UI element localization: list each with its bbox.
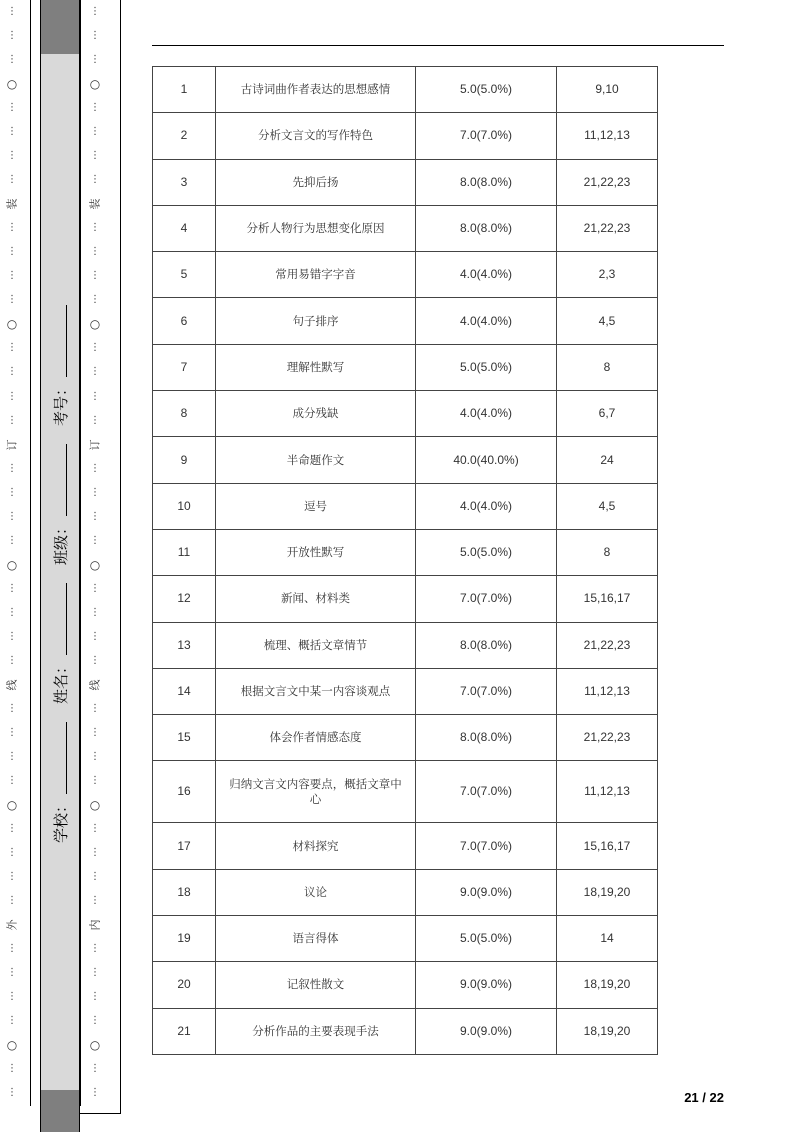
inner-binding-line-left bbox=[80, 0, 81, 1106]
row-number: 16 bbox=[153, 761, 216, 823]
table-row bbox=[153, 622, 658, 668]
score-ratio: 5.0(5.0%) bbox=[416, 916, 557, 962]
dot-mark: ⋮ bbox=[90, 30, 100, 42]
knowledge-point: 材料探究 bbox=[216, 823, 416, 869]
id-label: 考号： bbox=[51, 380, 70, 426]
dot-mark: ⋮ bbox=[90, 943, 100, 955]
school-label: 学校： bbox=[51, 798, 70, 844]
binding-char: 装 bbox=[88, 198, 101, 210]
dot-mark: ⋮ bbox=[7, 943, 17, 955]
dot-mark: ⋮ bbox=[90, 222, 100, 234]
item-numbers: 21,22,23 bbox=[557, 159, 658, 205]
circle-mark: ○ bbox=[6, 798, 18, 813]
table-row bbox=[153, 113, 658, 159]
dot-mark: ⋮ bbox=[7, 775, 17, 787]
row-number: 11 bbox=[153, 529, 216, 575]
knowledge-point: 先抑后扬 bbox=[216, 159, 416, 205]
dot-mark: ⋮ bbox=[90, 54, 100, 66]
row-number: 21 bbox=[153, 1008, 216, 1054]
dot-mark: ⋮ bbox=[90, 486, 100, 498]
dot-mark: ⋮ bbox=[7, 702, 17, 714]
row-number: 19 bbox=[153, 916, 216, 962]
row-number: 10 bbox=[153, 483, 216, 529]
knowledge-point: 成分残缺 bbox=[216, 391, 416, 437]
page-number bbox=[684, 1090, 724, 1105]
dot-mark: ⋮ bbox=[90, 582, 100, 594]
item-numbers: 4,5 bbox=[557, 298, 658, 344]
table-row bbox=[153, 344, 658, 390]
page-separator: / bbox=[702, 1090, 706, 1105]
dot-mark: ⋮ bbox=[90, 390, 100, 402]
knowledge-point: 开放性默写 bbox=[216, 529, 416, 575]
circle-mark: ○ bbox=[89, 77, 101, 92]
row-number: 6 bbox=[153, 298, 216, 344]
table-row bbox=[153, 668, 658, 714]
table-row bbox=[153, 159, 658, 205]
knowledge-point: 新闻、材料类 bbox=[216, 576, 416, 622]
score-ratio: 7.0(7.0%) bbox=[416, 823, 557, 869]
item-numbers: 21,22,23 bbox=[557, 205, 658, 251]
dot-mark: ⋮ bbox=[7, 390, 17, 402]
dot-mark: ⋮ bbox=[90, 246, 100, 258]
score-ratio: 8.0(8.0%) bbox=[416, 205, 557, 251]
knowledge-point: 理解性默写 bbox=[216, 344, 416, 390]
item-numbers: 11,12,13 bbox=[557, 668, 658, 714]
table-row bbox=[153, 869, 658, 915]
circle-mark: ○ bbox=[6, 557, 18, 572]
row-number: 15 bbox=[153, 715, 216, 761]
dot-mark: ⋮ bbox=[90, 606, 100, 618]
row-number: 7 bbox=[153, 344, 216, 390]
item-numbers: 15,16,17 bbox=[557, 823, 658, 869]
knowledge-point: 记叙性散文 bbox=[216, 962, 416, 1008]
score-ratio: 4.0(4.0%) bbox=[416, 298, 557, 344]
row-number: 18 bbox=[153, 869, 216, 915]
table-row bbox=[153, 823, 658, 869]
class-field[interactable] bbox=[54, 444, 67, 516]
score-ratio: 9.0(9.0%) bbox=[416, 869, 557, 915]
page-total: 22 bbox=[709, 1090, 724, 1105]
dot-mark: ⋮ bbox=[7, 102, 17, 114]
score-ratio: 5.0(5.0%) bbox=[416, 529, 557, 575]
knowledge-point: 梳理、概括文章情节 bbox=[216, 622, 416, 668]
circle-mark: ○ bbox=[89, 798, 101, 813]
header-rule bbox=[152, 45, 724, 46]
inner-binding-marks bbox=[88, 0, 102, 1106]
table-row bbox=[153, 205, 658, 251]
table-row bbox=[153, 483, 658, 529]
item-numbers: 9,10 bbox=[557, 67, 658, 113]
score-ratio: 4.0(4.0%) bbox=[416, 252, 557, 298]
table-row bbox=[153, 916, 658, 962]
dot-mark: ⋮ bbox=[7, 630, 17, 642]
dot-mark: ⋮ bbox=[7, 991, 17, 1003]
binding-char: 外 bbox=[5, 919, 18, 931]
dot-mark: ⋮ bbox=[7, 895, 17, 907]
item-numbers: 8 bbox=[557, 344, 658, 390]
dot-mark: ⋮ bbox=[90, 895, 100, 907]
student-info-fields bbox=[40, 54, 80, 1090]
dot-mark: ⋮ bbox=[7, 1063, 17, 1075]
circle-mark: ○ bbox=[6, 317, 18, 332]
knowledge-point: 根据文言文中某一内容谈观点 bbox=[216, 668, 416, 714]
dot-mark: ⋮ bbox=[90, 294, 100, 306]
item-numbers: 11,12,13 bbox=[557, 761, 658, 823]
dot-mark: ⋮ bbox=[7, 30, 17, 42]
dot-mark: ⋮ bbox=[7, 6, 17, 18]
item-numbers: 4,5 bbox=[557, 483, 658, 529]
knowledge-point: 半命题作文 bbox=[216, 437, 416, 483]
dot-mark: ⋮ bbox=[90, 1015, 100, 1027]
binding-char: 订 bbox=[5, 439, 18, 451]
dot-mark: ⋮ bbox=[90, 967, 100, 979]
dot-mark: ⋮ bbox=[90, 174, 100, 186]
dot-mark: ⋮ bbox=[7, 654, 17, 666]
name-field[interactable] bbox=[54, 583, 67, 655]
item-numbers: 15,16,17 bbox=[557, 576, 658, 622]
circle-mark: ○ bbox=[6, 1038, 18, 1053]
knowledge-point: 语言得体 bbox=[216, 916, 416, 962]
table-row bbox=[153, 715, 658, 761]
score-ratio: 8.0(8.0%) bbox=[416, 622, 557, 668]
score-ratio: 8.0(8.0%) bbox=[416, 159, 557, 205]
table-row bbox=[153, 252, 658, 298]
school-field[interactable] bbox=[54, 722, 67, 794]
band-bottom-cap bbox=[41, 1090, 79, 1132]
dot-mark: ⋮ bbox=[7, 270, 17, 282]
knowledge-point: 体会作者情感态度 bbox=[216, 715, 416, 761]
table-row bbox=[153, 1008, 658, 1054]
outer-binding-marks bbox=[5, 0, 19, 1106]
dot-mark: ⋮ bbox=[90, 702, 100, 714]
knowledge-point: 常用易错字字音 bbox=[216, 252, 416, 298]
dot-mark: ⋮ bbox=[7, 871, 17, 883]
row-number: 14 bbox=[153, 668, 216, 714]
item-numbers: 18,19,20 bbox=[557, 869, 658, 915]
dot-mark: ⋮ bbox=[7, 510, 17, 522]
dot-mark: ⋮ bbox=[90, 654, 100, 666]
binding-char: 内 bbox=[88, 919, 101, 931]
dot-mark: ⋮ bbox=[7, 54, 17, 66]
dot-mark: ⋮ bbox=[90, 150, 100, 162]
class-label: 班级： bbox=[51, 519, 70, 565]
dot-mark: ⋮ bbox=[7, 462, 17, 474]
knowledge-point: 逗号 bbox=[216, 483, 416, 529]
circle-mark: ○ bbox=[89, 317, 101, 332]
dot-mark: ⋮ bbox=[7, 126, 17, 138]
score-ratio: 7.0(7.0%) bbox=[416, 113, 557, 159]
binding-char: 线 bbox=[5, 679, 18, 691]
score-ratio: 5.0(5.0%) bbox=[416, 344, 557, 390]
table-row bbox=[153, 962, 658, 1008]
row-number: 2 bbox=[153, 113, 216, 159]
dot-mark: ⋮ bbox=[7, 174, 17, 186]
knowledge-point: 议论 bbox=[216, 869, 416, 915]
item-numbers: 24 bbox=[557, 437, 658, 483]
table-row bbox=[153, 391, 658, 437]
dot-mark: ⋮ bbox=[90, 342, 100, 354]
dot-mark: ⋮ bbox=[90, 726, 100, 738]
dot-mark: ⋮ bbox=[7, 222, 17, 234]
item-numbers: 21,22,23 bbox=[557, 715, 658, 761]
item-numbers: 18,19,20 bbox=[557, 1008, 658, 1054]
dot-mark: ⋮ bbox=[90, 871, 100, 883]
dot-mark: ⋮ bbox=[90, 102, 100, 114]
score-ratio: 5.0(5.0%) bbox=[416, 67, 557, 113]
circle-mark: ○ bbox=[6, 77, 18, 92]
inner-binding-base bbox=[80, 1113, 121, 1114]
table-row bbox=[153, 576, 658, 622]
table-row bbox=[153, 529, 658, 575]
dot-mark: ⋮ bbox=[7, 582, 17, 594]
band-top-cap bbox=[41, 0, 79, 54]
table-row bbox=[153, 437, 658, 483]
dot-mark: ⋮ bbox=[90, 510, 100, 522]
score-ratio: 8.0(8.0%) bbox=[416, 715, 557, 761]
score-ratio: 7.0(7.0%) bbox=[416, 576, 557, 622]
score-ratio: 40.0(40.0%) bbox=[416, 437, 557, 483]
dot-mark: ⋮ bbox=[90, 630, 100, 642]
knowledge-point: 分析人物行为思想变化原因 bbox=[216, 205, 416, 251]
item-numbers: 14 bbox=[557, 916, 658, 962]
dot-mark: ⋮ bbox=[7, 246, 17, 258]
table-row bbox=[153, 761, 658, 823]
dot-mark: ⋮ bbox=[7, 750, 17, 762]
item-numbers: 18,19,20 bbox=[557, 962, 658, 1008]
knowledge-point: 归纳文言文内容要点，概括文章中心 bbox=[216, 761, 416, 823]
score-ratio: 9.0(9.0%) bbox=[416, 1008, 557, 1054]
dot-mark: ⋮ bbox=[7, 1087, 17, 1099]
dot-mark: ⋮ bbox=[7, 823, 17, 835]
dot-mark: ⋮ bbox=[90, 823, 100, 835]
score-ratio: 9.0(9.0%) bbox=[416, 962, 557, 1008]
dot-mark: ⋮ bbox=[90, 6, 100, 18]
row-number: 8 bbox=[153, 391, 216, 437]
binding-char: 装 bbox=[5, 198, 18, 210]
dot-mark: ⋮ bbox=[7, 606, 17, 618]
score-ratio: 7.0(7.0%) bbox=[416, 761, 557, 823]
dot-mark: ⋮ bbox=[7, 150, 17, 162]
dot-mark: ⋮ bbox=[90, 462, 100, 474]
binding-char: 线 bbox=[88, 679, 101, 691]
dot-mark: ⋮ bbox=[7, 1015, 17, 1027]
row-number: 9 bbox=[153, 437, 216, 483]
row-number: 13 bbox=[153, 622, 216, 668]
item-numbers: 6,7 bbox=[557, 391, 658, 437]
dot-mark: ⋮ bbox=[7, 414, 17, 426]
item-numbers: 11,12,13 bbox=[557, 113, 658, 159]
knowledge-point-table bbox=[152, 66, 658, 1055]
name-label: 姓名： bbox=[51, 659, 70, 705]
dot-mark: ⋮ bbox=[7, 486, 17, 498]
page-current: 21 bbox=[684, 1090, 699, 1105]
dot-mark: ⋮ bbox=[90, 775, 100, 787]
dot-mark: ⋮ bbox=[7, 294, 17, 306]
dot-mark: ⋮ bbox=[7, 342, 17, 354]
item-numbers: 8 bbox=[557, 529, 658, 575]
dot-mark: ⋮ bbox=[7, 847, 17, 859]
row-number: 5 bbox=[153, 252, 216, 298]
dot-mark: ⋮ bbox=[7, 534, 17, 546]
score-ratio: 4.0(4.0%) bbox=[416, 391, 557, 437]
dot-mark: ⋮ bbox=[90, 366, 100, 378]
dot-mark: ⋮ bbox=[7, 967, 17, 979]
row-number: 4 bbox=[153, 205, 216, 251]
binding-char: 订 bbox=[88, 439, 101, 451]
knowledge-point: 句子排序 bbox=[216, 298, 416, 344]
dot-mark: ⋮ bbox=[90, 270, 100, 282]
id-field[interactable] bbox=[54, 305, 67, 377]
row-number: 12 bbox=[153, 576, 216, 622]
circle-mark: ○ bbox=[89, 1038, 101, 1053]
score-ratio: 7.0(7.0%) bbox=[416, 668, 557, 714]
row-number: 17 bbox=[153, 823, 216, 869]
table-row bbox=[153, 67, 658, 113]
dot-mark: ⋮ bbox=[90, 534, 100, 546]
dot-mark: ⋮ bbox=[90, 126, 100, 138]
knowledge-point: 古诗词曲作者表达的思想感情 bbox=[216, 67, 416, 113]
inner-binding-line-right bbox=[120, 0, 121, 1114]
dot-mark: ⋮ bbox=[7, 366, 17, 378]
item-numbers: 21,22,23 bbox=[557, 622, 658, 668]
dot-mark: ⋮ bbox=[7, 726, 17, 738]
dot-mark: ⋮ bbox=[90, 750, 100, 762]
dot-mark: ⋮ bbox=[90, 414, 100, 426]
score-ratio: 4.0(4.0%) bbox=[416, 483, 557, 529]
row-number: 20 bbox=[153, 962, 216, 1008]
item-numbers: 2,3 bbox=[557, 252, 658, 298]
knowledge-point: 分析作品的主要表现手法 bbox=[216, 1008, 416, 1054]
outer-binding-line bbox=[30, 0, 31, 1106]
row-number: 3 bbox=[153, 159, 216, 205]
dot-mark: ⋮ bbox=[90, 1087, 100, 1099]
knowledge-point: 分析文言文的写作特色 bbox=[216, 113, 416, 159]
dot-mark: ⋮ bbox=[90, 1063, 100, 1075]
dot-mark: ⋮ bbox=[90, 991, 100, 1003]
dot-mark: ⋮ bbox=[90, 847, 100, 859]
row-number: 1 bbox=[153, 67, 216, 113]
circle-mark: ○ bbox=[89, 557, 101, 572]
table-row bbox=[153, 298, 658, 344]
